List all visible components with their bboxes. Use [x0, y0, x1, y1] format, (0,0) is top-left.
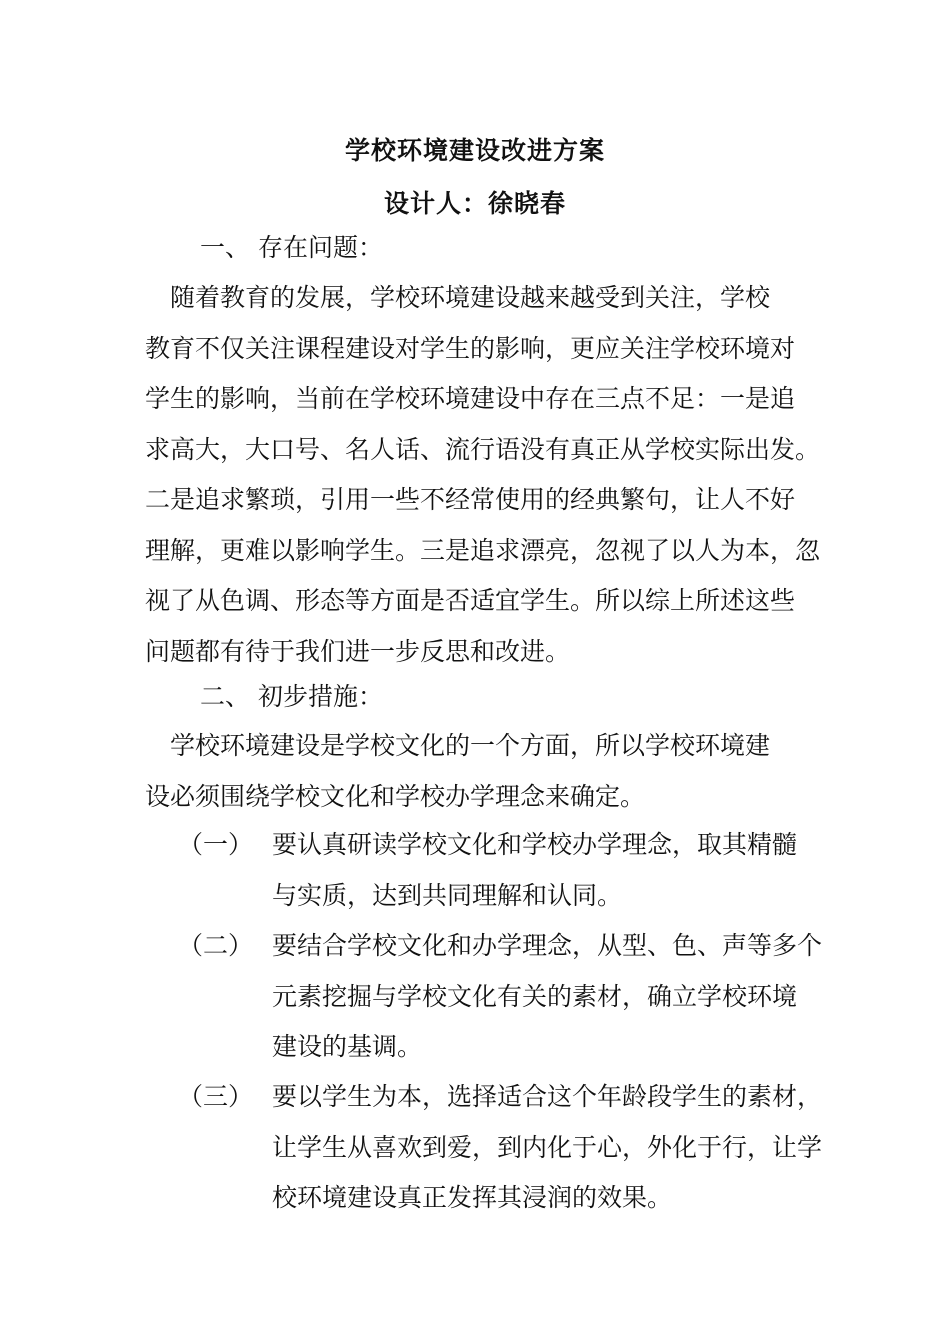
section-title: 初步措施： [258, 682, 384, 711]
list-item-line: 要以学生为本，选择适合这个年龄段学生的素材， [272, 1082, 823, 1111]
section-number: 一、 [200, 233, 251, 262]
section-heading-1 [200, 233, 383, 263]
paragraph-line: 学校环境建设是学校文化的一个方面，所以学校环境建 [145, 731, 771, 760]
list-item-line: 建设的基调。 [272, 1032, 423, 1061]
list-item-marker: （一） [178, 830, 254, 859]
section-title: 存在问题： [258, 233, 384, 262]
list-item-line: 要结合学校文化和办学理念，从型、色、声等多个 [272, 931, 823, 960]
list-item-marker: （二） [178, 931, 254, 960]
list-item-line: 与实质，达到共同理解和认同。 [272, 880, 623, 910]
paragraph-line: 求高大，大口号、名人话、流行语没有真正从学校实际出发。 [145, 434, 821, 464]
section-1-paragraph [145, 273, 821, 677]
list-item-line: 让学生从喜欢到爱，到内化于心，外化于行，让学 [272, 1132, 823, 1162]
paragraph-line: 设必须围绕学校文化和学校办学理念来确定。 [145, 781, 646, 811]
paragraph-line: 理解，更难以影响学生。三是追求漂亮，忽视了以人为本，忽 [145, 535, 821, 565]
document-title: 学校环境建设改进方案 [344, 136, 605, 165]
list-item-line: 校环境建设真正发挥其浸润的效果。 [272, 1183, 673, 1212]
paragraph-line: 随着教育的发展，学校环境建设越来越受到关注，学校 [145, 283, 771, 312]
section-2-intro [145, 721, 813, 822]
list-item-marker: （三） [178, 1082, 254, 1111]
paragraph-line: 教育不仅关注课程建设对学生的影响，更应关注学校环境对 [145, 333, 796, 363]
list-item-line: 要认真研读学校文化和学校办学理念，取其精髓 [272, 830, 798, 859]
section-number: 二、 [200, 682, 251, 711]
paragraph-line: 视了从色调、形态等方面是否适宜学生。所以综上所述这些 [145, 586, 796, 615]
paragraph-line: 问题都有待于我们进一步反思和改进。 [145, 636, 571, 666]
paragraph-line: 学生的影响，当前在学校环境建设中存在三点不足：一是追 [145, 384, 796, 413]
section-heading-2 [200, 682, 383, 712]
author-line: 设计人：徐晓春 [383, 189, 566, 218]
list-item-line: 元素挖掘与学校文化有关的素材，确立学校环境 [272, 981, 798, 1011]
paragraph-line: 二是追求繁琐，引用一些不经常使用的经典繁句，让人不好 [145, 485, 796, 514]
